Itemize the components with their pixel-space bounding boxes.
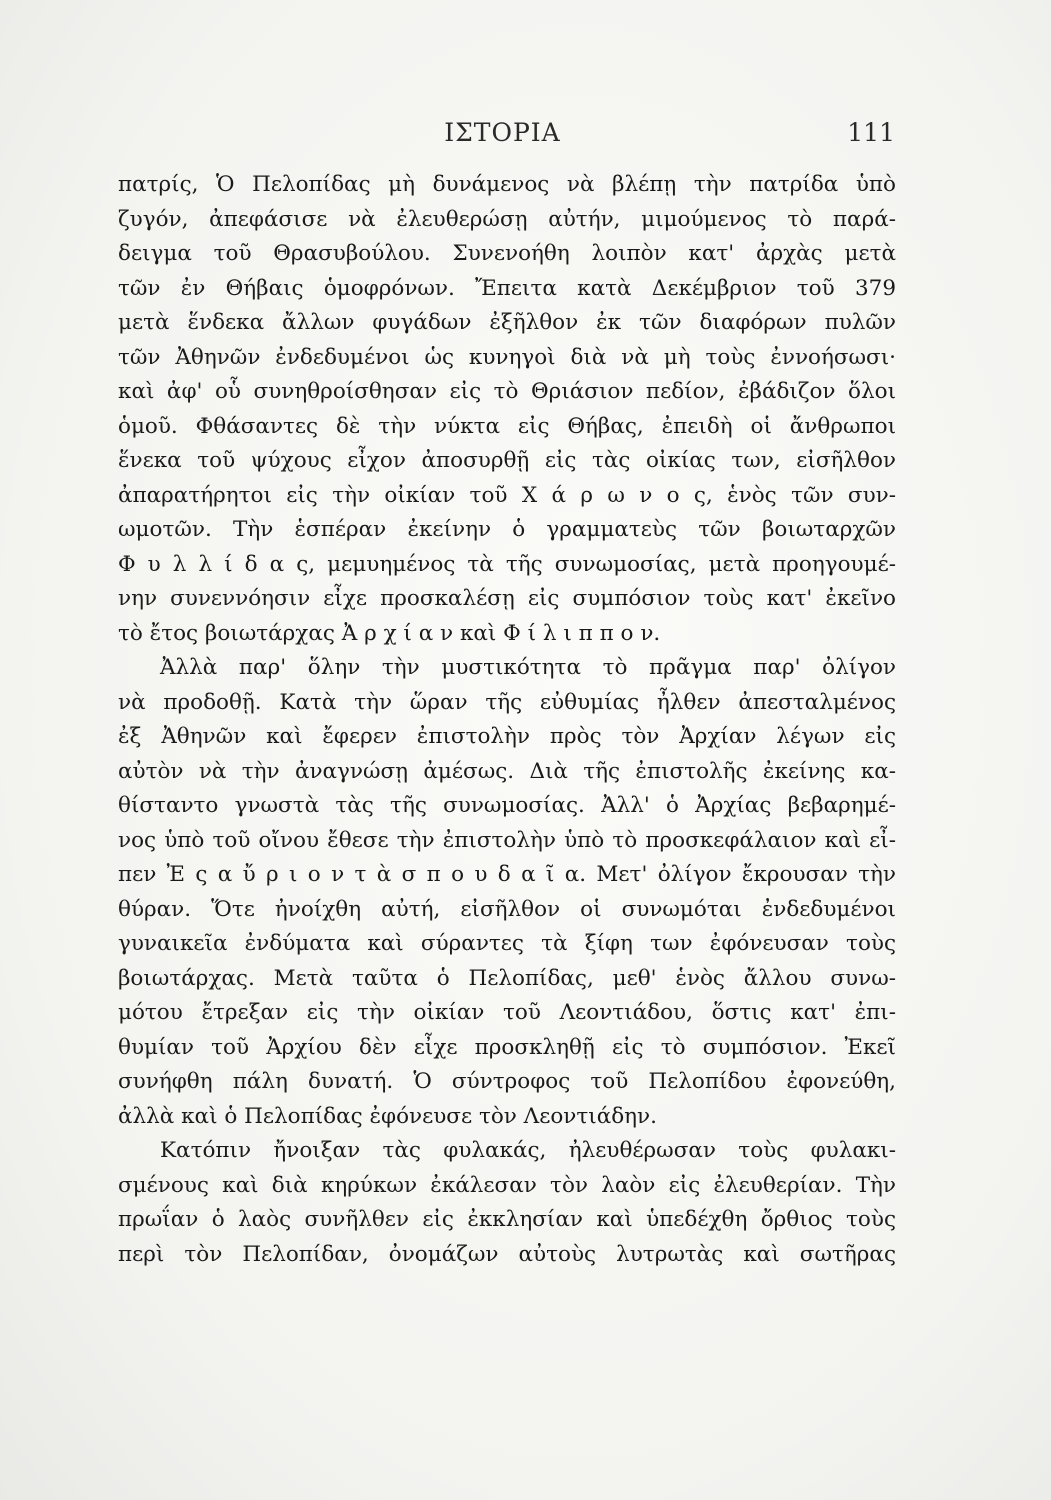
text-line: πατρίς, Ὁ Πελοπίδας μὴ δυνάμενος νὰ βλέπῃ τὴν πατρίδα ὑπὸ [118,172,896,197]
text-line: αὐτὸν νὰ τὴν ἀναγνώσῃ ἀμέσως. Διὰ τῆς ἐπιστολῆς ἐκείνης κα- [118,758,896,784]
body-text [118,168,896,1272]
text-line: τὸ ἔτος βοιωτάρχας Ἀ ρ χ ί α ν καὶ Φ ί λ ι π π ο ν. [118,620,661,646]
text-line: τῶν ἐν Θήβαις ὁμοφρόνων. Ἔπειτα κατὰ Δεκέμβριον τοῦ 379 [118,275,896,301]
text-line: θίσταντο γνωστὰ τὰς τῆς συνωμοσίας. Ἀλλ' ὁ Ἀρχίας βεβαρημέ- [118,793,896,818]
text-line: ωμοτῶν. Τὴν ἑσπέραν ἐκείνην ὁ γραμματεὺς τῶν βοιωταρχῶν [118,517,896,542]
text-line: νος ὑπὸ τοῦ οἴνου ἔθεσε τὴν ἐπιστολὴν ὑπὸ τὸ προσκεφάλαιον καὶ εἶ- [118,827,896,853]
page-number: 111 [847,118,895,147]
text-line: μότου ἔτρεξαν εἰς τὴν οἰκίαν τοῦ Λεοντιάδου, ὅστις κατ' ἐπι- [118,1000,896,1025]
text-line: ἀλλὰ καὶ ὁ Πελοπίδας ἐφόνευσε τὸν Λεοντιάδην. [118,1103,657,1129]
text-line: Κατόπιν ἤνοιξαν τὰς φυλακάς, ἠλευθέρωσαν τοὺς φυλακι- [160,1138,896,1163]
text-line: δειγμα τοῦ Θρασυβούλου. Συνενοήθη λοιπὸν κατ' ἀρχὰς μετὰ [118,241,896,266]
text-line: βοιωτάρχας. Μετὰ ταῦτα ὁ Πελοπίδας, μεθ' ἑνὸς ἄλλου συνω- [118,965,896,991]
text-line: συνήφθη πάλη δυνατή. Ὁ σύντροφος τοῦ Πελοπίδου ἐφονεύθη, [118,1069,896,1094]
text-line: ἐξ Ἀθηνῶν καὶ ἔφερεν ἐπιστολὴν πρὸς τὸν Ἀρχίαν λέγων εἰς [118,724,896,749]
text-line: ὁμοῦ. Φθάσαντες δὲ τὴν νύκτα εἰς Θήβας, ἐπειδὴ οἱ ἄνθρωποι [118,413,896,439]
text-line: τῶν Ἀθηνῶν ἐνδεδυμένοι ὡς κυνηγοὶ διὰ νὰ μὴ τοὺς ἐννοήσωσι· [118,344,896,370]
text-line: μετὰ ἕνδεκα ἄλλων φυγάδων ἐξῆλθον ἐκ τῶν διαφόρων πυλῶν [118,310,896,335]
text-line: καὶ ἀφ' οὗ συνηθροίσθησαν εἰς τὸ Θριάσιον πεδίον, ἐβάδιζον ὅλοι [118,379,896,404]
text-line: ζυγόν, ἀπεφάσισε νὰ ἐλευθερώσῃ αὐτήν, μιμούμενος τὸ παρά- [118,206,896,232]
running-title: ΙΣΤΟΡΙΑ [444,118,561,147]
text-line: θύραν. Ὅτε ἠνοίχθη αὐτή, εἰσῆλθον οἱ συνωμόται ἐνδεδυμένοι [118,896,896,922]
text-line: ἕνεκα τοῦ ψύχους εἶχον ἀποσυρθῇ εἰς τὰς οἰκίας των, εἰσῆλθον [118,448,896,473]
text-line: Ἀλλὰ παρ' ὅλην τὴν μυστικότητα τὸ πρᾶγμα παρ' ὀλίγον [160,655,896,680]
text-line: νην συνεννόησιν εἶχε προσκαλέσῃ εἰς συμπόσιον τοὺς κατ' ἐκεῖνο [118,586,896,611]
text-line: ἀπαρατήρητοι εἰς τὴν οἰκίαν τοῦ Χ ά ρ ω ν ο ς, ἑνὸς τῶν συν- [118,482,896,508]
text-line: νὰ προδοθῇ. Κατὰ τὴν ὥραν τῆς εὐθυμίας ἦλθεν ἀπεσταλμένος [118,689,896,715]
text-line: σμένους καὶ διὰ κηρύκων ἐκάλεσαν τὸν λαὸν εἰς ἐλευθερίαν. Τὴν [118,1172,896,1198]
page-header [110,118,895,158]
text-line: πεν Ἐ ς α ὔ ρ ι ο ν τ ὰ σ π ο υ δ α ῖ α. Μετ' ὀλίγον ἔκρουσαν τὴν [118,862,896,887]
text-line: θυμίαν τοῦ Ἀρχίου δὲν εἶχε προσκληθῇ εἰς τὸ συμπόσιον. Ἐκεῖ [118,1034,896,1060]
text-line: γυναικεῖα ἐνδύματα καὶ σύραντες τὰ ξίφη των ἐφόνευσαν τοὺς [118,931,896,956]
text-line: Φ υ λ λ ί δ α ς, μεμυημένος τὰ τῆς συνωμοσίας, μετὰ προηγουμέ- [118,551,896,577]
text-line: περὶ τὸν Πελοπίδαν, ὀνομάζων αὐτοὺς λυτρωτὰς καὶ σωτῆρας [118,1241,896,1267]
text-line: πρωΐαν ὁ λαὸς συνῆλθεν εἰς ἐκκλησίαν καὶ ὑπεδέχθη ὄρθιος τοὺς [118,1207,896,1232]
